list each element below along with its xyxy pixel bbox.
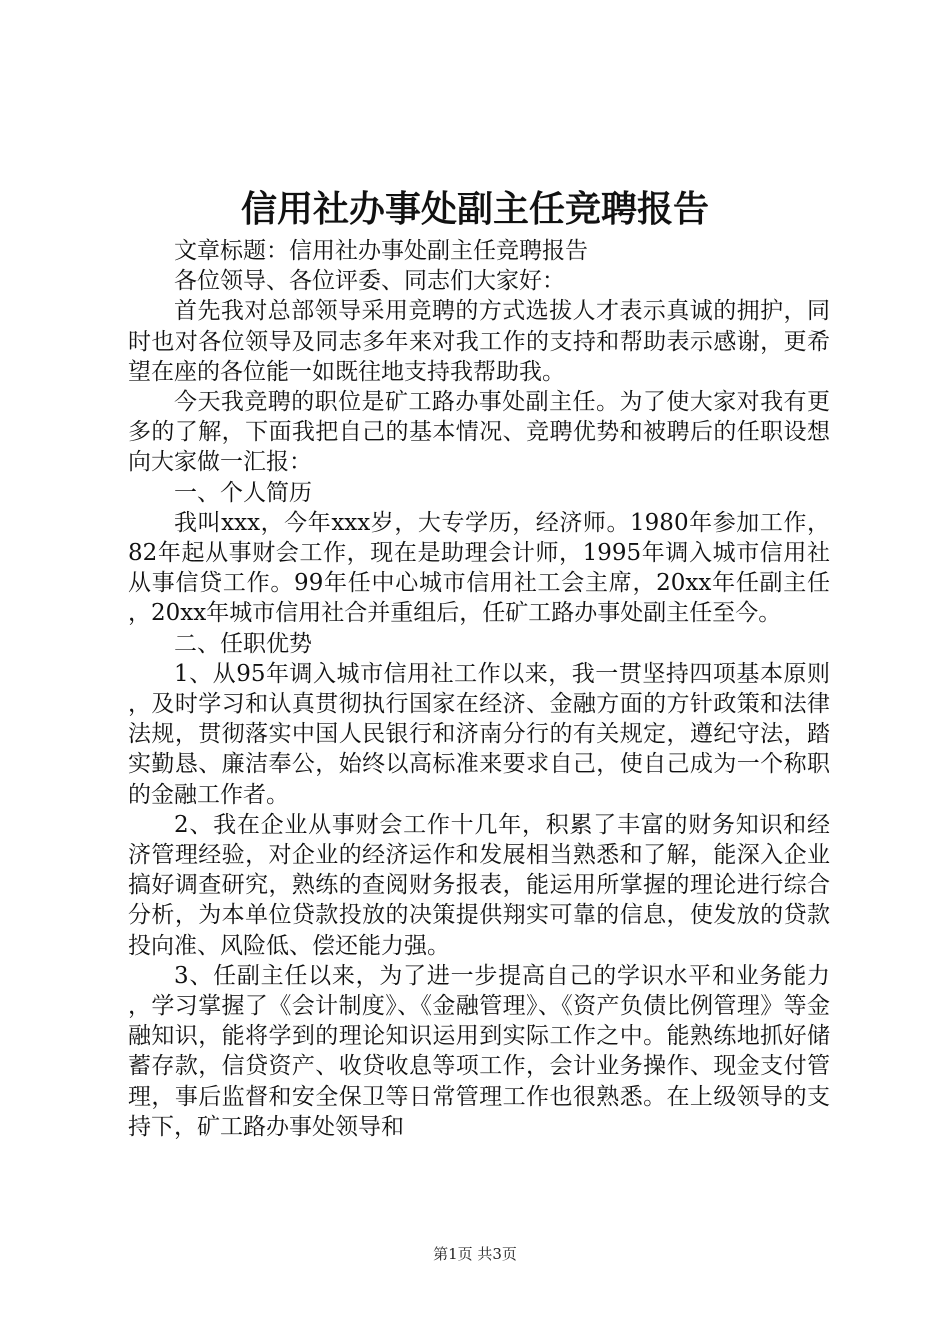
- paragraph-article-title: 文章标题：信用社办事处副主任竞聘报告: [174, 238, 588, 264]
- paragraph-resume: 我叫xxx，今年xxx岁，大专学历，经济师。1980年参加工作，82年起从事财会工作，现在是助理会计师，1995年调入城市信用社从事信贷工作。99年任中心城市信用社工会主席，20xx年任副主任，20xx年城市信用社合并重组后，任矿工路办事处副主任至今。: [128, 509, 830, 627]
- paragraph-advantage-2: 2、我在企业从事财会工作十几年，积累了丰富的财务知识和经济管理经验，对企业的经济运作和发展相当熟悉和了解，能深入企业搞好调查研究，熟练的查阅财务报表，能运用所掌握的理论进行综合分析，为本单位贷款投放的决策提供翔实可靠的信息，使发放的贷款投向准、风险低、偿还能力强。: [128, 811, 830, 959]
- page-number-footer: 第1页 共3页: [433, 1245, 517, 1263]
- paragraph-position: 今天我竞聘的职位是矿工路办事处副主任。为了使大家对我有更多的了解，下面我把自己的基本情况、竞聘优势和被聘后的任职设想向大家做一汇报：: [128, 389, 830, 476]
- paragraph-greeting: 各位领导、各位评委、同志们大家好：: [174, 268, 565, 295]
- document-title: 信用社办事处副主任竞聘报告: [240, 188, 709, 230]
- paragraph-advantage-1: 1、从95年调入城市信用社工作以来，我一贯坚持四项基本原则，及时学习和认真贯彻执行国家在经济、金融方面的方针政策和法律法规，贯彻落实中国人民银行和济南分行的有关规定，遵纪守法，踏实勤恳、廉洁奉公，始终以高标准来要求自己，使自己成为一个称职的金融工作者。: [128, 660, 830, 808]
- document-body: [128, 236, 830, 1142]
- section-heading-advantages: 二、任职优势: [174, 630, 312, 657]
- section-heading-resume: 一、个人简历: [174, 479, 312, 506]
- paragraph-advantage-3: 3、任副主任以来，为了进一步提高自己的学识水平和业务能力，学习掌握了《会计制度》、《金融管理》、《资产负债比例管理》等金融知识，能将学到的理论知识运用到实际工作之中。能熟练地抓好储蓄存款，信贷资产、收贷收息等项工作，会计业务操作、现金支付管理，事后监督和安全保卫等日常管理工作也很熟悉。在上级领导的支持下，矿工路办事处领导和: [128, 962, 830, 1140]
- paragraph-thanks: 首先我对总部领导采用竞聘的方式选拔人才表示真诚的拥护，同时也对各位领导及同志多年来对我工作的支持和帮助表示感谢，更希望在座的各位能一如既往地支持我帮助我。: [128, 298, 830, 385]
